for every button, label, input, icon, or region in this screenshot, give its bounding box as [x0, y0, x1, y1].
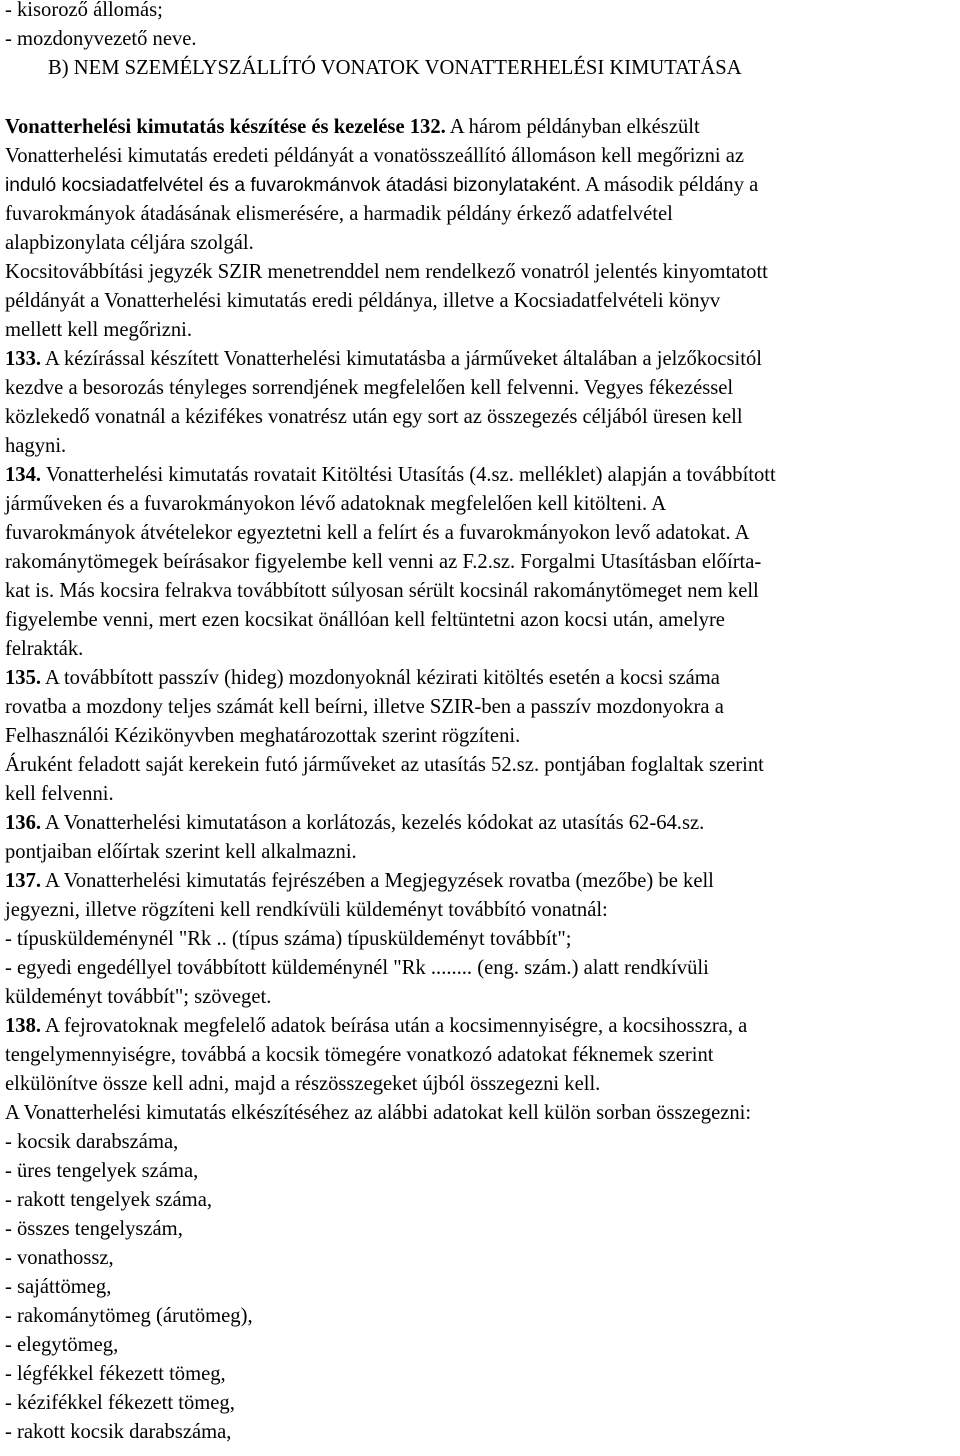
- text-line: [5, 867, 714, 896]
- number-134: 134.: [5, 464, 42, 486]
- text-line: Felhasználói Kézikönyvben meghatározottak szerint rögzíteni.: [5, 725, 521, 747]
- list-item: - rakott tengelyek száma,: [5, 1189, 212, 1211]
- text-line: kell felvenni.: [5, 783, 114, 805]
- text-line: küldeményt továbbít"; szöveget.: [5, 986, 272, 1008]
- text-line: fuvarokmányok átadásának elismerésére, a harmadik példány érkező adatfelvétel: [5, 203, 673, 225]
- text-line: rovatba a mozdony teljes számát kell beírni, illetve SZIR-ben a passzív mozdonyokra a: [5, 696, 724, 718]
- list-item: - üres tengelyek száma,: [5, 1160, 199, 1182]
- text-line: felrakták.: [5, 638, 84, 660]
- text-line: elkülönítve össze kell adni, majd a részösszegeket újból összegezni kell.: [5, 1073, 601, 1095]
- text-span: induló kocsiadatfelvétel és a fuvarokmánvok átadási bizonylataként.: [5, 175, 581, 196]
- text-line: Áruként feladott saját kerekein futó járműveket az utasítás 52.sz. pontjában foglaltak szerint: [5, 754, 764, 776]
- text-line: [5, 113, 700, 142]
- text-line: [5, 171, 758, 200]
- text-line: [5, 1012, 747, 1041]
- text-line: - mozdonyvezető neve.: [5, 28, 197, 50]
- text-line: Vonatterhelési kimutatás eredeti példányát a vonatösszeállító állomáson kell megőrizni az: [5, 145, 745, 167]
- number-133: 133.: [5, 348, 42, 370]
- list-item: - vonathossz,: [5, 1247, 114, 1269]
- text-line: alapbizonylata céljára szolgál.: [5, 232, 254, 254]
- text-line: fuvarokmányok átvételekor egyeztetni kell a felírt és a fuvarokmányokon levő adatokat. A: [5, 522, 750, 544]
- number-136: 136.: [5, 812, 42, 834]
- text-span: A fejrovatoknak megfelelő adatok beírása után a kocsimennyiségre, a kocsihosszra, a: [41, 1015, 748, 1037]
- text-span: A továbbított passzív (hideg) mozdonyoknál kézirati kitöltés esetén a kocsi száma: [41, 667, 720, 689]
- text-line: közlekedő vonatnál a kézifékes vonatrész után egy sort az összegezés céljából üresen kell: [5, 406, 743, 428]
- section-heading: B) NEM SZEMÉLYSZÁLLÍTÓ VONATOK VONATTERHELÉSI KIMUTATÁSA: [48, 57, 742, 79]
- list-item: - légfékkel fékezett tömeg,: [5, 1363, 226, 1385]
- text-line: Kocsitovábbítási jegyzék SZIR menetrenddel nem rendelkező vonatról jelentés kinyomtatott: [5, 261, 768, 283]
- heading-132: Vonatterhelési kimutatás készítése és kezelése 132.: [5, 116, 446, 138]
- text-line: kat is. Más kocsira felrakva továbbított súlyosan sérült kocsinál rakománytömeget nem kell: [5, 580, 759, 602]
- text-line: - kisoroző állomás;: [5, 0, 163, 21]
- text-line: [5, 809, 704, 838]
- list-item: - sajáttömeg,: [5, 1276, 112, 1298]
- text-span: A három példányban elkészült: [449, 116, 700, 138]
- text-line: mellett kell megőrizni.: [5, 319, 193, 341]
- list-item: - kézifékkel fékezett tömeg,: [5, 1392, 235, 1414]
- text-span: A Vonatterhelési kimutatás fejrészében a Megjegyzések rovatba (mezőbe) be kell: [41, 870, 714, 892]
- text-line: kezdve a besorozás tényleges sorrendjének megfelelően kell felvenni. Vegyes fékezéssel: [5, 377, 734, 399]
- text-line: - egyedi engedéllyel továbbított küldeménynél "Rk ........ (eng. szám.) alatt rendkívüli: [5, 957, 709, 979]
- number-137: 137.: [5, 870, 42, 892]
- text-line: járműveken és a fuvarokmányokon lévő adatoknak megfelelően kell kitölteni. A: [5, 493, 667, 515]
- text-line: A Vonatterhelési kimutatás elkészítéséhez az alábbi adatokat kell külön sorban összegezni:: [5, 1102, 752, 1124]
- number-138: 138.: [5, 1015, 42, 1037]
- text-line: hagyni.: [5, 435, 67, 457]
- text-span: A kézírással készített Vonatterhelési kimutatásba a járműveket általában a jelzőkocsitól: [41, 348, 762, 370]
- list-item: - elegytömeg,: [5, 1334, 119, 1356]
- number-135: 135.: [5, 667, 42, 689]
- text-line: [5, 461, 776, 490]
- text-span: Vonatterhelési kimutatás rovatait Kitöltési Utasítás (4.sz. melléklet) alapján a továbbított: [41, 464, 776, 486]
- list-item: - összes tengelyszám,: [5, 1218, 183, 1240]
- list-item: - rakott kocsik darabszáma,: [5, 1421, 232, 1443]
- text-line: rakománytömegek beírásakor figyelembe kell venni az F.2.sz. Forgalmi Utasításban előírta-: [5, 551, 762, 573]
- text-line: jegyezni, illetve rögzíteni kell rendkívüli küldeményt továbbító vonatnál:: [5, 899, 608, 921]
- text-line: - típusküldeménynél "Rk .. (típus száma) típusküldeményt továbbít";: [5, 928, 572, 950]
- list-item: - rakománytömeg (árutömeg),: [5, 1305, 253, 1327]
- text-line: pontjaiban előírtak szerint kell alkalmazni.: [5, 841, 357, 863]
- text-line: példányát a Vonatterhelési kimutatás eredi példánya, illetve a Kocsiadatfelvételi könyv: [5, 290, 721, 312]
- text-span: A Vonatterhelési kimutatáson a korlátozás, kezelés kódokat az utasítás 62-64.sz.: [41, 812, 705, 834]
- text-line: [5, 345, 762, 374]
- text-line: [5, 664, 720, 693]
- list-item: - kocsik darabszáma,: [5, 1131, 179, 1153]
- text-line: tengelymennyiségre, továbbá a kocsik tömegére vonatkozó adatokat féknemek szerint: [5, 1044, 714, 1066]
- text-span: A második példány a: [580, 174, 759, 196]
- text-line: figyelembe venni, mert ezen kocsikat önállóan kell feltüntetni azon kocsi után, amelyre: [5, 609, 725, 631]
